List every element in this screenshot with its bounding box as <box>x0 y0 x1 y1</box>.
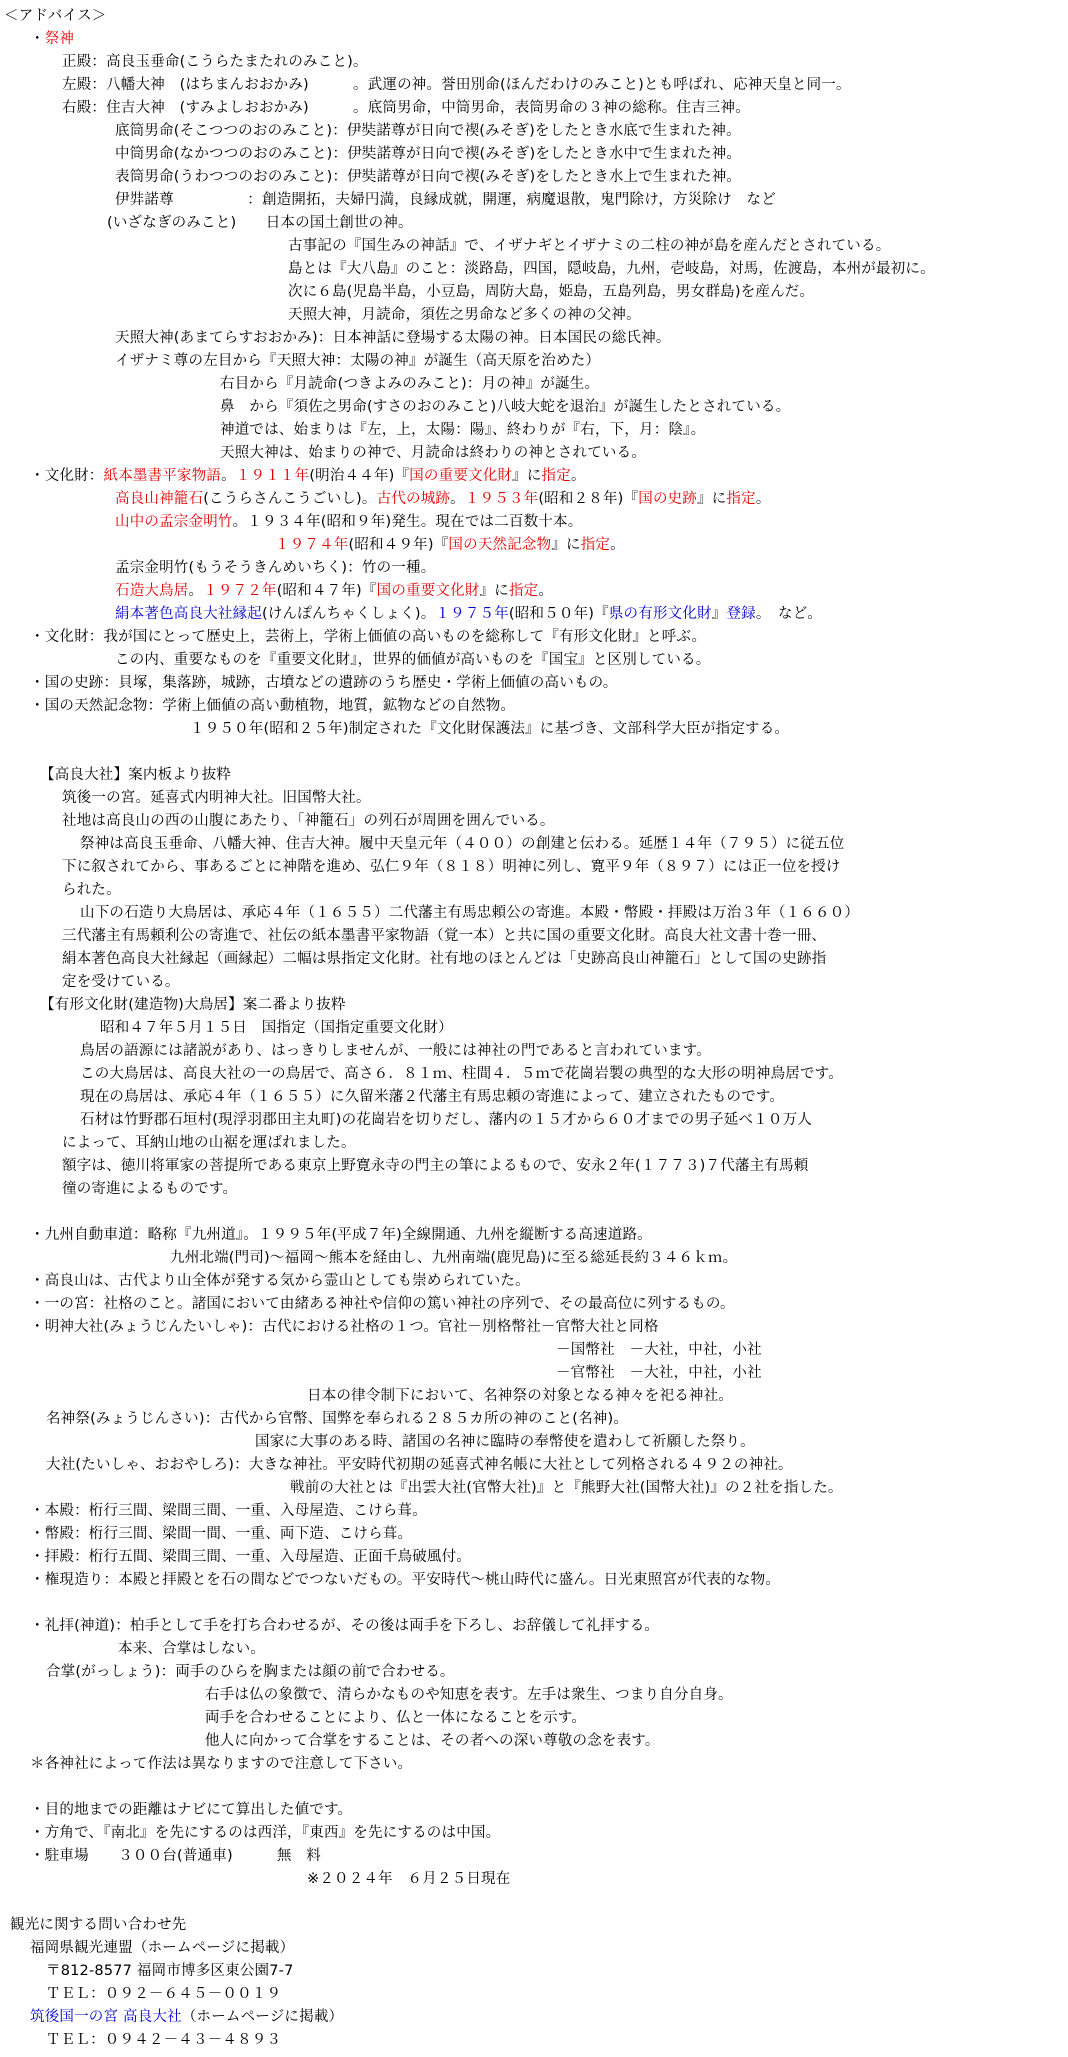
text-segment: ・九州自動車道：略称『九州道』。１９９５年(平成７年)全線開通、九州を縦断する高速道路。 <box>30 1227 652 1243</box>
highlighted-text: 指定 <box>541 468 571 484</box>
text-segment: －官幣社 －大社，中社，小社 <box>556 1365 762 1381</box>
text-line <box>80 1110 812 1130</box>
highlighted-text: 国の重要文化財 <box>376 583 480 599</box>
text-line <box>556 1363 762 1383</box>
highlighted-text: 古代の城跡 <box>376 491 451 507</box>
text-line <box>30 1294 735 1314</box>
text-segment: 底筒男命(そこつつのおのみこと)：伊奘諾尊が日向で禊(みそぎ)をしたとき水底で生まれた神。 <box>115 123 741 139</box>
text-line <box>115 328 671 348</box>
text-line <box>30 1524 412 1544</box>
text-line <box>62 1179 237 1199</box>
text-segment: 天照大神は、始まりの神で、月読命は終わりの神とされている。 <box>220 445 647 461</box>
text-segment: 。 <box>570 468 586 484</box>
text-segment: イザナミ尊の左目から『天照大神：太陽の神』が誕生（高天原を治めた） <box>115 353 601 369</box>
text-line <box>30 2007 343 2027</box>
text-line <box>30 1501 427 1521</box>
text-segment: 伊弉諾尊 ：創造開拓，夫婦円満，良縁成就，開運，病魔退散，鬼門除け，方災除け など <box>115 192 776 208</box>
text-segment: 名神祭(みょうじんさい)：古代から官幣、国弊を奉られる２８５カ所の神のこと(名神)。 <box>46 1411 629 1427</box>
text-line <box>115 167 741 187</box>
text-line <box>220 397 790 417</box>
highlighted-text: １９５３年 <box>464 491 539 507</box>
text-segment: 中筒男命(なかつつのおのみこと)：伊奘諾尊が日向で禊(みそぎ)をしたとき水中で生まれた神。 <box>115 146 742 162</box>
text-segment: －国幣社 －大社，中社，小社 <box>556 1342 762 1358</box>
text-segment: ・拝殿：桁行五間、梁間三間、一重、入母屋造、正面千鳥破風付。 <box>30 1549 471 1565</box>
highlighted-text: 国の天然記念物 <box>448 537 552 553</box>
text-line <box>288 282 814 302</box>
text-segment: 』に <box>697 491 727 507</box>
text-segment: 。 <box>610 537 625 553</box>
text-segment: 』に <box>479 583 509 599</box>
text-segment: 。 <box>755 491 771 507</box>
text-line <box>255 1432 755 1452</box>
text-segment: 絹本著色高良大社縁起（画縁起）二幅は県指定文化財。社有地のほとんどは「史跡高良山神籠石」として国の史跡指 <box>62 951 827 967</box>
text-line <box>556 1340 762 1360</box>
text-line <box>30 1570 780 1590</box>
text-segment: 神道では、始まりは『左，上，太陽：陽』、終わりが『右，下，月：陰』。 <box>220 422 706 438</box>
text-segment: 祭神は高良玉垂命、八幡大神、住吉大神。履中天皇元年（４００）の創建と伝わる。延歴１４年（７９５）に従五位 <box>80 836 845 852</box>
text-line <box>30 1317 659 1337</box>
text-line <box>80 1064 843 1084</box>
text-line <box>30 1938 294 1958</box>
text-segment: 戦前の大社とは『出雲大社(官幣大社)』と『熊野大社(国幣大社)』の２社を指した。 <box>290 1480 843 1496</box>
text-segment: 国家に大事のある時、諸国の名神に臨時の奉幣使を遣わして祈願した祭り。 <box>255 1434 755 1450</box>
highlighted-text: 絹本著色高良大社縁起 <box>115 606 262 622</box>
text-line <box>115 604 822 624</box>
text-line <box>290 1478 843 1498</box>
text-line <box>46 1662 455 1682</box>
text-line <box>118 1639 265 1659</box>
text-segment: 下に叙されてから、事あるごとに神階を進め、弘仁９年（８１８）明神に列し、寛平９年（８９７）には正一位を授け <box>62 859 841 875</box>
text-line <box>30 1800 352 1820</box>
highlighted-text: 国の史跡 <box>638 491 698 507</box>
text-segment: ＊各神社によって作法は異なりますので注意して下さい。 <box>30 1756 413 1772</box>
highlighted-text: 紙本墨書平家物語 <box>103 468 222 484</box>
text-line <box>115 489 771 509</box>
text-line <box>30 1846 321 1866</box>
text-segment: 本来、合掌はしない。 <box>118 1641 265 1657</box>
text-segment: 昭和４７年５月１５日 国指定（国指定重要文化財） <box>100 1020 453 1036</box>
text-segment: 【有形文化財(建造物)大鳥居】案二番より抜粋 <box>40 997 346 1013</box>
text-segment: ※２０２４年 ６月２５日現在 <box>307 1871 511 1887</box>
text-segment: ・幣殿：桁行三間、梁間一間、一重、両下造、こけら葺。 <box>30 1526 413 1542</box>
text-line <box>30 627 706 647</box>
text-segment: ・権現造り：本殿と拝殿とを石の間などでつないだもの。平安時代～桃山時代に盛ん。日光東照宮が代表的な物。 <box>30 1572 780 1588</box>
text-line <box>62 926 826 946</box>
text-line <box>220 374 599 394</box>
text-segment: 観光に関する問い合わせ先 <box>10 1917 187 1933</box>
text-segment: られた。 <box>62 882 121 898</box>
text-segment: 。 <box>450 491 465 507</box>
text-segment: (明治４４年)『 <box>309 468 410 484</box>
text-segment: この大鳥居は、高良大社の一の鳥居で、高さ６．８１ｍ、柱間４．５ｍで花崗岩製の典型的な大形の明神鳥居です。 <box>80 1066 843 1082</box>
text-line <box>115 650 710 670</box>
text-line <box>115 144 741 164</box>
text-line <box>62 1133 356 1153</box>
text-segment: 天照大神(あまてらすおおかみ)：日本神話に登場する太陽の神。日本国民の総氏神。 <box>115 330 671 346</box>
text-segment: (昭和２８年)『 <box>538 491 639 507</box>
text-segment: 』に <box>512 468 542 484</box>
text-line <box>30 1616 659 1636</box>
text-segment: (けんぽんちゃくしょく)。 <box>262 606 436 622</box>
text-segment: ＴＥＬ：０９２－６４５－００１９ <box>46 1986 282 2002</box>
text-line <box>115 351 600 371</box>
text-line <box>46 1455 793 1475</box>
text-line <box>30 673 617 693</box>
text-line <box>62 857 841 877</box>
text-segment: ・文化財：我が国にとって歴史上，芸術上，学術上価値の高いものを総称して『有形文化財』と呼ぶ。 <box>30 629 707 645</box>
text-segment: １９５０年(昭和２５年)制定された『文化財保護法』に基づき、文部科学大臣が指定する。 <box>190 721 790 737</box>
highlighted-text: 石造大鳥居 <box>115 583 189 599</box>
text-line <box>46 2030 281 2050</box>
text-line <box>288 259 935 279</box>
text-line <box>275 535 625 555</box>
text-line <box>170 1248 737 1268</box>
text-segment: (昭和４９年)『 <box>348 537 449 553</box>
text-segment: 島とは『大八島』のこと：淡路島，四国，隠岐島，九州，壱岐島，対馬，佐渡島，本州が最初に。 <box>288 261 935 277</box>
highlighted-text: １９７２年 <box>203 583 277 599</box>
text-segment: (いざなぎのみこと) 日本の国土創世の神。 <box>107 215 413 231</box>
text-line <box>107 213 413 233</box>
text-line <box>62 75 851 95</box>
highlighted-text: 祭神 <box>44 31 75 47</box>
text-segment: 孟宗金明竹(もうそうきんめいちく)：竹の一種。 <box>115 560 436 576</box>
text-segment: 【高良大社】案内板より抜粋 <box>40 767 232 783</box>
text-line <box>40 765 231 785</box>
highlighted-text: 高良山神籠石 <box>115 491 204 507</box>
text-segment: この内、重要なものを『重要文化財』，世界的価値が高いものを『国宝』と区別している。 <box>115 652 711 668</box>
text-segment: (昭和４７年)『 <box>276 583 377 599</box>
text-line <box>62 1156 808 1176</box>
text-line <box>220 443 646 463</box>
text-segment: 徸の寄進によるものです。 <box>62 1181 238 1197</box>
text-segment: 右目から『月読命(つきよみのみこと)：月の神』が誕生。 <box>220 376 600 392</box>
text-segment: 正殿：高良玉垂命(こうらたまたれのみこと)。 <box>62 54 368 70</box>
highlighted-text: 登録 <box>726 606 756 622</box>
highlighted-text: １９７４年 <box>275 537 349 553</box>
text-segment: 。 <box>538 583 554 599</box>
text-line <box>46 1984 281 2004</box>
text-segment: 〒812-8577 福岡市博多区東公園7-7 <box>46 1963 294 1979</box>
text-segment: 』に <box>551 537 581 553</box>
text-segment: ・国の史跡：貝塚，集落跡，城跡，古墳などの遺跡のうち歴史・学術上価値の高いもの。 <box>30 675 618 691</box>
text-line <box>205 1685 733 1705</box>
highlighted-text: １９７５年 <box>435 606 509 622</box>
text-segment: 左殿：八幡大神 (はちまんおおかみ) 。武運の神。誉田別命(ほんだわけのみこと)とも呼ばれ、応神天皇と同一。 <box>62 77 851 93</box>
text-line <box>80 1041 711 1061</box>
text-line <box>62 972 180 992</box>
text-line <box>40 995 346 1015</box>
text-segment: 額字は、徳川将軍家の菩提所である東京上野寛永寺の門主の筆によるもので、安永２年(１７７３)７代藩主有馬頼 <box>62 1158 809 1174</box>
text-line <box>62 98 750 118</box>
text-segment: 古事記の『国生みの神話』で、イザナギとイザナミの二柱の神が島を産んだとされている。 <box>288 238 891 254</box>
highlighted-text: 山中の孟宗金明竹 <box>115 514 233 530</box>
text-segment: ・駐車場 ３００台(普通車) 無 料 <box>30 1848 322 1864</box>
text-segment: 』 <box>711 606 727 622</box>
text-segment: ＴＥＬ：０９４２－４３－４８９３ <box>46 2032 282 2048</box>
text-line <box>30 1754 412 1774</box>
text-segment: 大社(たいしゃ、おおやしろ)：大きな神社。平安時代初期の延喜式神名帳に大社として列格される４９２の神社。 <box>46 1457 793 1473</box>
text-segment: 他人に向かって合掌をすることは、その者への深い尊敬の念を表す。 <box>205 1733 660 1749</box>
text-line <box>205 1708 586 1728</box>
text-segment: 鼻 から『須佐之男命(すさのおのみこと)八岐大蛇を退治』が誕生したとされている。 <box>220 399 791 415</box>
text-line <box>30 1823 500 1843</box>
text-segment: 。 <box>188 583 204 599</box>
text-segment: ・国の天然記念物：学術上価値の高い動植物，地質，鉱物などの自然物。 <box>30 698 516 714</box>
text-segment: ・目的地までの距離はナビにて算出した値です。 <box>30 1802 353 1818</box>
highlighted-text: 筑後国一の宮 高良大社 <box>30 2009 182 2025</box>
text-segment: 右手は仏の象徴で、清らかなものや知恵を表す。左手は衆生、つまり自分自身。 <box>205 1687 733 1703</box>
text-line <box>30 29 74 49</box>
text-line <box>115 581 553 601</box>
text-line <box>80 903 859 923</box>
text-segment: 鳥居の語源には諸説があり、はっきりしませんが、一般には神社の門であると言われています。 <box>80 1043 711 1059</box>
text-segment: 定を受けている。 <box>62 974 180 990</box>
text-segment: (こうらさんこうごいし)。 <box>203 491 377 507</box>
text-line <box>220 420 705 440</box>
text-segment: ・本殿：桁行三間、梁間三間、一重、入母屋造、こけら葺。 <box>30 1503 427 1519</box>
text-line <box>30 1225 652 1245</box>
text-segment: ・高良山は、古代より山全体が発する気から霊山としても崇められていた。 <box>30 1273 530 1289</box>
text-line <box>62 949 826 969</box>
text-line <box>46 1961 294 1981</box>
text-line <box>30 466 586 486</box>
text-line <box>115 190 776 210</box>
text-line <box>62 880 121 900</box>
text-segment: 。 など。 <box>755 606 823 622</box>
text-line <box>62 52 368 72</box>
highlighted-text: 指定 <box>726 491 756 507</box>
text-line <box>115 558 435 578</box>
text-segment: ・明神大社(みょうじんたいしゃ)：古代における社格の１つ。官社－別格幣社－官幣大社と同格 <box>30 1319 659 1335</box>
text-line <box>100 1018 453 1038</box>
text-line <box>307 1869 510 1889</box>
text-line <box>190 719 789 739</box>
text-line <box>205 1731 660 1751</box>
highlighted-text: 指定 <box>580 537 611 553</box>
highlighted-text: 指定 <box>508 583 539 599</box>
highlighted-text: 国の重要文化財 <box>409 468 513 484</box>
text-segment: 合掌(がっしょう)：両手のひらを胸または顔の前で合わせる。 <box>46 1664 455 1680</box>
text-line <box>30 1271 530 1291</box>
text-segment: 。 <box>221 468 236 484</box>
text-segment: 現在の鳥居は、承応４年（１６５５）に久留米藩２代藩主有馬忠頼の寄進によって、建立されたものです。 <box>80 1089 785 1105</box>
text-line <box>10 1915 186 1935</box>
text-segment: 筑後一の宮。延喜式内明神大社。旧国幣大社。 <box>62 790 371 806</box>
highlighted-text: １９１１年 <box>235 468 310 484</box>
text-segment: 石材は竹野郡石垣村(現浮羽郡田主丸町)の花崗岩を切りだし、藩内の１５才から６０才までの男子延べ１０万人 <box>80 1112 813 1128</box>
text-segment: 三代藩主有馬頼利公の寄進で、社伝の紙本墨書平家物語（覚一本）と共に国の重要文化財。高良大社文書十巻一冊、 <box>62 928 827 944</box>
text-line <box>288 305 641 325</box>
text-segment: (昭和５０年)『 <box>508 606 609 622</box>
text-line <box>288 236 890 256</box>
text-line <box>80 834 844 854</box>
text-segment: （ホームページに掲載） <box>181 2009 344 2025</box>
text-segment: ・文化財： <box>30 468 104 484</box>
text-line <box>62 811 555 831</box>
text-segment: 右殿：住吉大神 (すみよしおおかみ) 。底筒男命，中筒男命，表筒男命の３神の総称。住吉三神。 <box>62 100 750 116</box>
text-segment: 山下の石造り大鳥居は、承応４年（１６５５）二代藩主有馬忠頼公の寄進。本殿・幣殿・拝殿は万治３年（１６６０） <box>80 905 860 921</box>
text-segment: ・礼拝(神道)：柏手として手を打ち合わせるが、その後は両手を下ろし、お辞儀して礼拝する。 <box>30 1618 660 1634</box>
text-line <box>4 6 106 26</box>
text-line <box>307 1386 733 1406</box>
text-line <box>46 1409 628 1429</box>
text-line <box>80 1087 784 1107</box>
text-line <box>62 788 371 808</box>
text-segment: 社地は高良山の西の山腹にあたり、「神籠石」の列石が周囲を囲んでいる。 <box>62 813 555 829</box>
text-segment: 福岡県観光連盟（ホームページに掲載） <box>30 1940 295 1956</box>
text-line <box>30 696 515 716</box>
text-segment: 表筒男命(うわつつのおのみこと)：伊奘諾尊が日向で禊(みそぎ)をしたとき水上で生まれた神。 <box>115 169 742 185</box>
text-line <box>115 121 741 141</box>
text-segment: によって、耳納山地の山裾を運ばれました。 <box>62 1135 356 1151</box>
text-segment: 天照大神，月読命，須佐之男命など多くの神の父神。 <box>288 307 641 323</box>
text-segment: ・方角で、『南北』を先にするのは西洋，『東西』を先にするのは中国。 <box>30 1825 501 1841</box>
text-segment: 日本の律令制下において、名神祭の対象となる神々を祀る神社。 <box>307 1388 734 1404</box>
text-segment: ・ <box>30 31 45 47</box>
text-segment: 両手を合わせることにより、仏と一体になることを示す。 <box>205 1710 587 1726</box>
text-segment: ＜アドバイス＞ <box>4 8 107 24</box>
highlighted-text: 県の有形文化財 <box>608 606 712 622</box>
text-segment: 次に６島(児島半島，小豆島，周防大島，姫島，五島列島，男女群島)を産んだ。 <box>288 284 815 300</box>
text-line <box>115 512 582 532</box>
text-segment: 九州北端(門司)～福岡～熊本を経由し、九州南端(鹿児島)に至る総延長約３４６ｋｍ。 <box>170 1250 738 1266</box>
text-segment: ・一の宮：社格のこと。諸国において由緒ある神社や信仰の篤い神社の序列で、その最高位に列するもの。 <box>30 1296 735 1312</box>
text-segment: 。１９３４年(昭和９年)発生。現在では二百数十本。 <box>232 514 583 530</box>
text-line <box>30 1547 471 1567</box>
